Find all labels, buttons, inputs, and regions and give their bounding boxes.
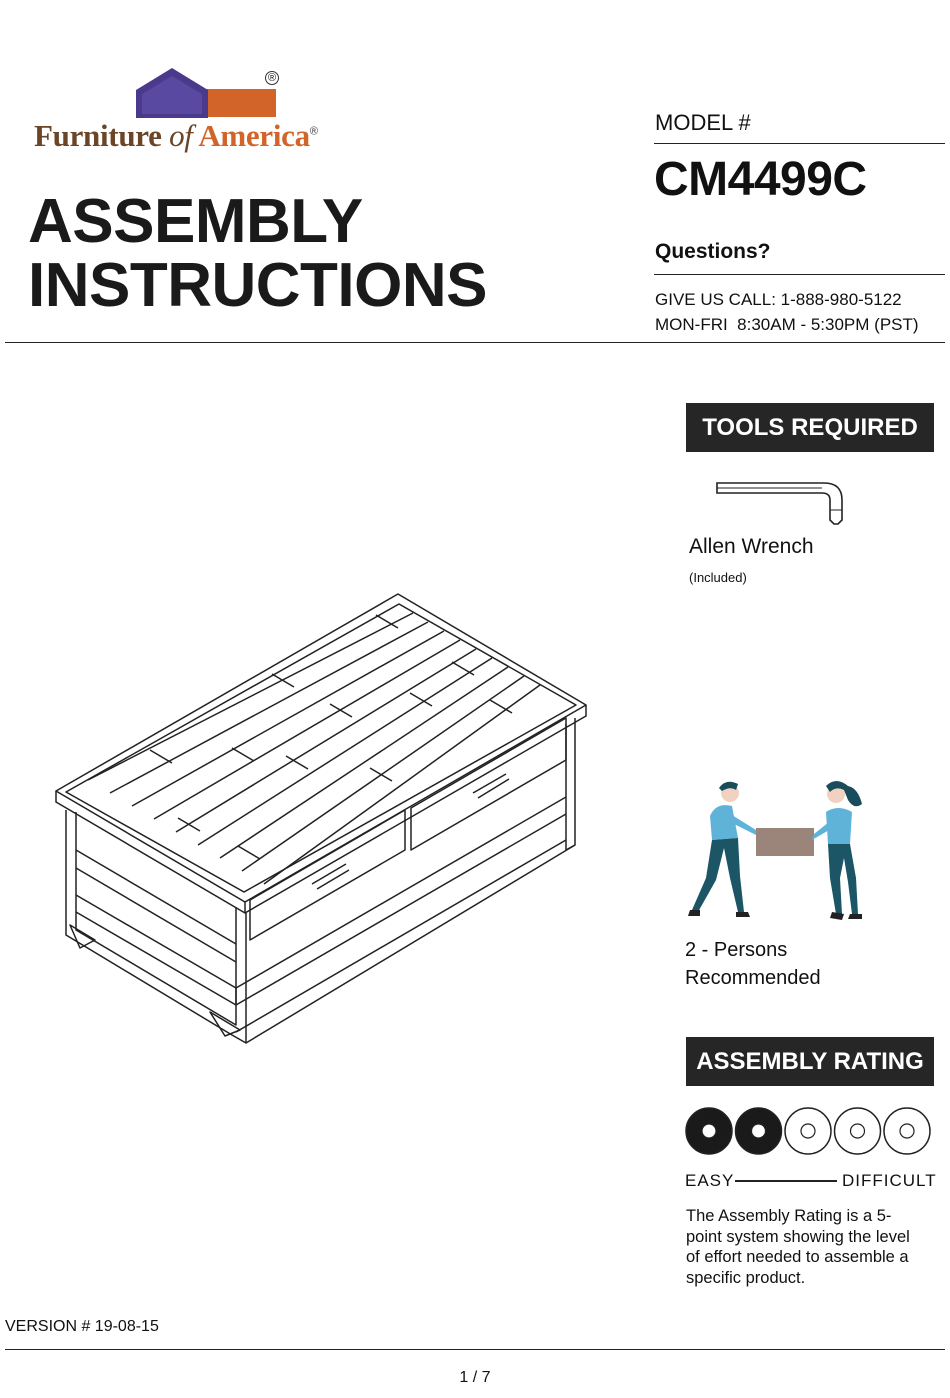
brand-name-part3: America — [192, 118, 310, 153]
rating-description: The Assembly Rating is a 5-point system showing the level of effort needed to assemble a specific product. — [686, 1207, 910, 1287]
coffee-table-illustration — [50, 590, 595, 1050]
questions-divider — [654, 274, 945, 275]
rating-heading: ASSEMBLY RATING — [686, 1037, 934, 1086]
tool-name: Allen Wrench — [689, 535, 814, 558]
rating-circle-center — [851, 1124, 865, 1138]
persons-recommendation — [685, 936, 821, 992]
brand-name — [34, 118, 318, 154]
contact-info — [655, 287, 919, 337]
rating-difficult-label: DIFFICULT — [842, 1171, 937, 1190]
tool-note: (Included) — [689, 570, 747, 585]
header-divider — [5, 342, 945, 343]
allen-wrench-icon — [714, 480, 848, 526]
page-title — [28, 187, 487, 320]
model-divider — [654, 143, 945, 144]
hours-line: MON-FRI 8:30AM - 5:30PM (PST) — [655, 315, 919, 334]
model-number: CM4499C — [654, 153, 867, 206]
rating-scale — [684, 1105, 936, 1157]
registered-symbol: ® — [265, 71, 279, 85]
title-line-1: ASSEMBLY — [28, 187, 363, 256]
two-persons-illustration — [686, 778, 876, 923]
logo-registered-mark — [265, 72, 279, 84]
title-line-2: INSTRUCTIONS — [28, 251, 487, 320]
rating-circle-center — [702, 1124, 716, 1138]
persons-line-2: Recommended — [685, 967, 821, 989]
call-line: GIVE US CALL: 1-888-980-5122 — [655, 290, 902, 309]
rating-scale-line — [735, 1180, 837, 1182]
brand-name-part1: Furniture — [34, 118, 170, 153]
questions-label: Questions? — [655, 240, 771, 263]
page-number: 1 / 7 — [459, 1369, 491, 1386]
brand-registered: ® — [309, 125, 318, 138]
version-label: VERSION # 19-08-15 — [5, 1318, 159, 1335]
footer-divider — [5, 1349, 945, 1350]
rating-circle-center — [801, 1124, 815, 1138]
rating-circle-center — [900, 1124, 914, 1138]
persons-line-1: 2 - Persons — [685, 939, 788, 961]
brand-name-part2: of — [169, 118, 193, 153]
tools-heading: TOOLS REQUIRED — [686, 403, 934, 452]
model-label: MODEL # — [655, 110, 751, 135]
rating-easy-label: EASY — [685, 1171, 735, 1190]
rating-circle-center — [752, 1124, 766, 1138]
